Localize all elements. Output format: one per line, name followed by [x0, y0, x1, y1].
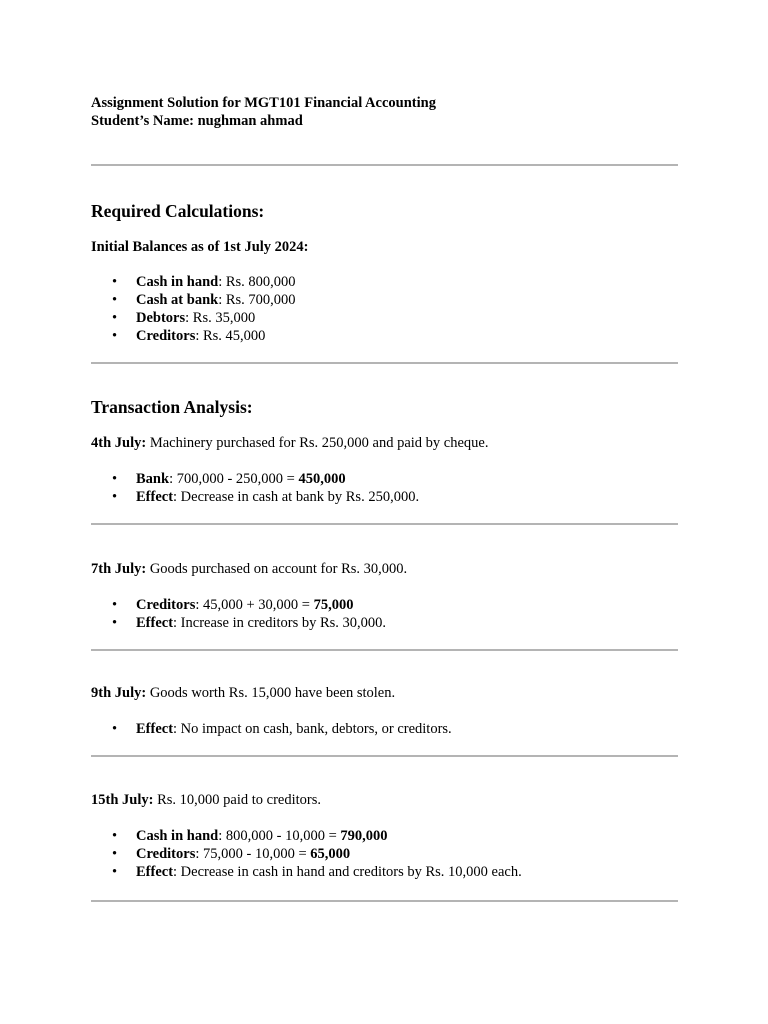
item-result: 450,000: [298, 471, 346, 487]
divider: [91, 900, 678, 902]
item-label: Cash at bank: [136, 292, 219, 308]
transaction-items: [91, 827, 678, 881]
item-text: : Decrease in cash in hand and creditors by Rs. 10,000 each.: [173, 864, 522, 880]
document-page: [91, 94, 678, 902]
list-item: [91, 291, 678, 309]
transaction-date: 4th July:: [91, 435, 147, 451]
item-text: : Decrease in cash at bank by Rs. 250,000.: [173, 489, 420, 505]
item-text: : Rs. 45,000: [195, 328, 266, 344]
list-item: [91, 470, 678, 488]
assignment-title: Assignment Solution for MGT101 Financial Accounting: [91, 95, 436, 111]
document-header: [91, 94, 678, 130]
divider: [91, 362, 678, 364]
item-result: 75,000: [313, 597, 354, 613]
section-heading-calculations: Required Calculations:: [91, 201, 265, 221]
item-text: : 700,000 - 250,000 =: [169, 471, 299, 487]
list-item: [91, 720, 678, 738]
transaction-items: [91, 596, 678, 632]
item-text: : 75,000 - 10,000 =: [195, 846, 311, 862]
transaction-items: [91, 720, 678, 738]
transaction-description: [91, 684, 678, 702]
item-text: : Increase in creditors by Rs. 30,000.: [173, 615, 387, 631]
item-label: Effect: [136, 721, 174, 737]
item-result: 65,000: [310, 846, 351, 862]
list-item: [91, 488, 678, 506]
transaction-date: 7th July:: [91, 561, 147, 577]
list-item: [91, 596, 678, 614]
item-text: : 45,000 + 30,000 =: [195, 597, 314, 613]
item-text: : Rs. 35,000: [185, 310, 256, 326]
list-item: [91, 309, 678, 327]
divider: [91, 755, 678, 757]
item-text: : Rs. 800,000: [218, 274, 296, 290]
item-label: Effect: [136, 615, 174, 631]
item-text: : 800,000 - 10,000 =: [218, 828, 341, 844]
divider: [91, 164, 678, 166]
item-label: Effect: [136, 489, 174, 505]
transaction-text: Goods worth Rs. 15,000 have been stolen.: [146, 685, 396, 701]
transaction-text: Goods purchased on account for Rs. 30,000.: [146, 561, 408, 577]
initial-balances-heading: Initial Balances as of 1st July 2024:: [91, 239, 309, 255]
transaction-date: 9th July:: [91, 685, 147, 701]
item-label: Creditors: [136, 597, 196, 613]
item-label: Cash in hand: [136, 828, 219, 844]
item-label: Bank: [136, 471, 170, 487]
list-item: [91, 327, 678, 345]
list-item: [91, 273, 678, 291]
item-text: : Rs. 700,000: [218, 292, 296, 308]
transaction-description: [91, 560, 678, 578]
list-item: [91, 614, 678, 632]
item-label: Creditors: [136, 328, 196, 344]
section-heading-analysis: Transaction Analysis:: [91, 397, 253, 417]
balances-list: [91, 273, 678, 345]
item-label: Cash in hand: [136, 274, 219, 290]
item-result: 790,000: [340, 828, 388, 844]
item-label: Debtors: [136, 310, 186, 326]
divider: [91, 523, 678, 525]
transaction-text: Machinery purchased for Rs. 250,000 and paid by cheque.: [146, 435, 489, 451]
transaction-description: [91, 791, 678, 809]
list-item: [91, 845, 678, 863]
list-item: [91, 827, 678, 845]
transaction-description: [91, 434, 678, 452]
list-item: [91, 863, 678, 881]
divider: [91, 649, 678, 651]
transaction-items: [91, 470, 678, 506]
transaction-date: 15th July:: [91, 792, 154, 808]
transaction-text: Rs. 10,000 paid to creditors.: [153, 792, 321, 808]
item-text: : No impact on cash, bank, debtors, or creditors.: [173, 721, 452, 737]
item-label: Effect: [136, 864, 174, 880]
student-name: Student’s Name: nughman ahmad: [91, 113, 303, 129]
item-label: Creditors: [136, 846, 196, 862]
